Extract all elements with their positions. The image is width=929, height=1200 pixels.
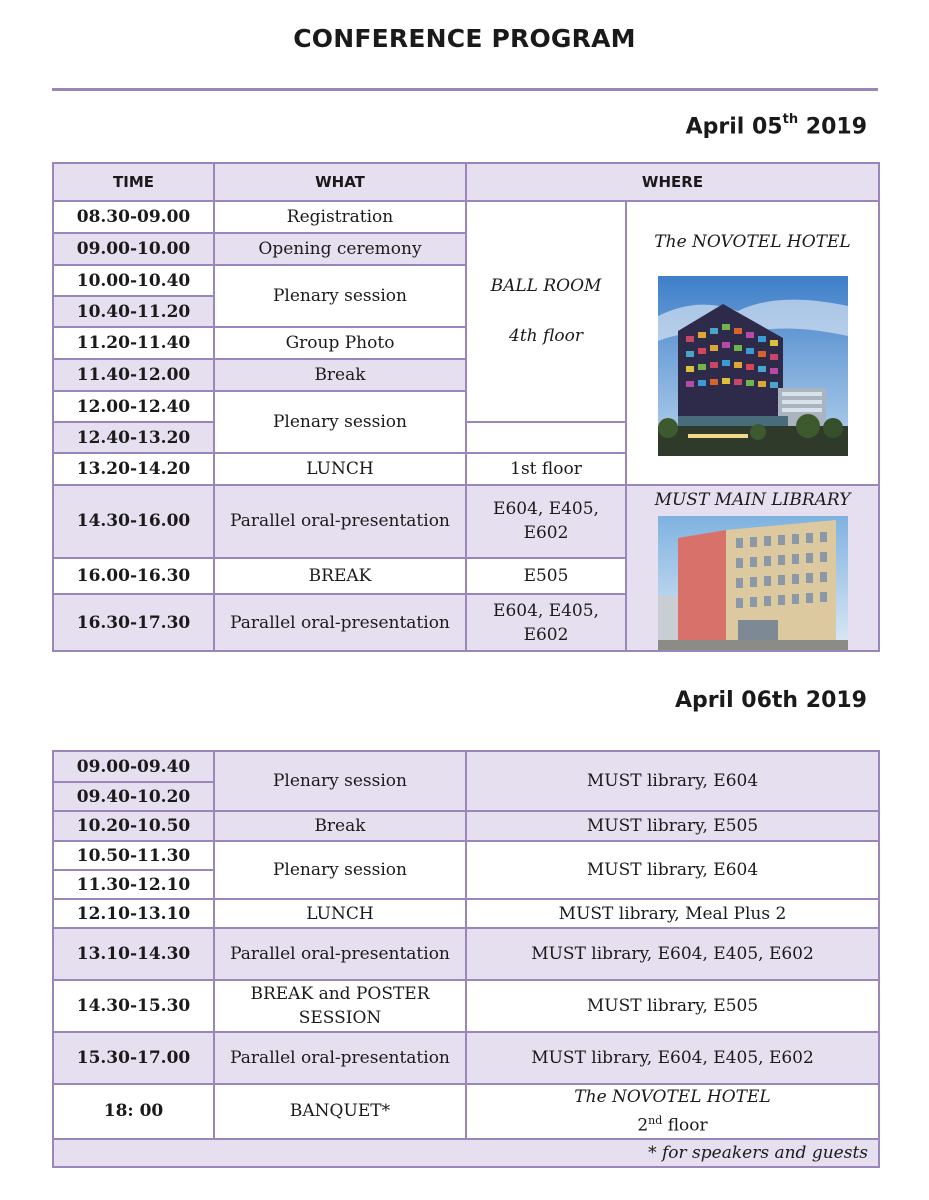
library-photo bbox=[658, 516, 848, 650]
table-row: 13.20-14.20 LUNCH 1st floor bbox=[53, 453, 879, 485]
table-row: 16.30-17.30 Parallel oral-presentation E604, E405, E602 bbox=[53, 594, 879, 651]
venue-ballroom: BALL ROOM bbox=[490, 276, 602, 296]
header-where: WHERE bbox=[466, 163, 879, 201]
header-what: WHAT bbox=[214, 163, 466, 201]
table-row: 09.00-09.40 Plenary session MUST library, E604 bbox=[53, 751, 879, 782]
page-title: CONFERENCE PROGRAM bbox=[293, 24, 636, 53]
hotel-photo bbox=[658, 276, 848, 456]
table-row: 18: 00 BANQUET* The NOVOTEL HOTEL 2nd floor bbox=[53, 1084, 879, 1139]
table-row: 10.20-10.50 Break MUST library, E505 bbox=[53, 811, 879, 841]
table-header-row bbox=[53, 163, 879, 201]
table-row: 10.00-10.40 Plenary session bbox=[53, 265, 879, 296]
table-row: 14.30-15.30 BREAK and POSTER SESSION MUST library, E505 bbox=[53, 980, 879, 1032]
table-row: 14.30-16.00 Parallel oral-presentation E604, E405, E602 MUST MAIN LIBRARY bbox=[53, 485, 879, 558]
table-row: 11.20-11.40 Group Photo bbox=[53, 327, 879, 359]
venue-hotel: The NOVOTEL HOTEL bbox=[654, 232, 851, 252]
table-row: 09.40-10.20 bbox=[53, 782, 879, 811]
banquet-where: The NOVOTEL HOTEL 2nd floor bbox=[466, 1084, 879, 1139]
day2-schedule-table bbox=[52, 750, 880, 1168]
table-row: 08.30-09.00 Registration BALL ROOM 4th floor The NOVOTEL HOTEL bbox=[53, 201, 879, 233]
header-time: TIME bbox=[53, 163, 214, 201]
table-row: 12.10-13.10 LUNCH MUST library, Meal Plus 2 bbox=[53, 899, 879, 928]
table-row: 16.00-16.30 BREAK E505 bbox=[53, 558, 879, 594]
library-cell bbox=[626, 485, 879, 651]
table-row: 15.30-17.00 Parallel oral-presentation MUST library, E604, E405, E602 bbox=[53, 1032, 879, 1084]
table-row: 10.50-11.30 Plenary session MUST library, E604 bbox=[53, 841, 879, 870]
table-row: 09.00-10.00 Opening ceremony bbox=[53, 233, 879, 265]
top-divider bbox=[52, 88, 878, 91]
footnote-row bbox=[53, 1139, 879, 1167]
day1-date: April 05th 2019 bbox=[685, 112, 867, 140]
table-row: 13.10-14.30 Parallel oral-presentation MUST library, E604, E405, E602 bbox=[53, 928, 879, 980]
table-row: 12.40-13.20 bbox=[53, 422, 879, 453]
venue-floor: 4th floor bbox=[509, 326, 583, 346]
ballroom-cell bbox=[466, 201, 626, 422]
venue-library: MUST MAIN LIBRARY bbox=[654, 490, 851, 510]
footnote: * for speakers and guests bbox=[53, 1139, 879, 1167]
hotel-cell bbox=[626, 201, 879, 485]
table-row: 11.30-12.10 bbox=[53, 870, 879, 899]
day2-date: April 06th 2019 bbox=[674, 688, 867, 713]
table-row: 12.00-12.40 Plenary session bbox=[53, 391, 879, 422]
table-row: 10.40-11.20 bbox=[53, 296, 879, 327]
day1-schedule-table bbox=[52, 162, 880, 652]
table-row: 11.40-12.00 Break bbox=[53, 359, 879, 391]
